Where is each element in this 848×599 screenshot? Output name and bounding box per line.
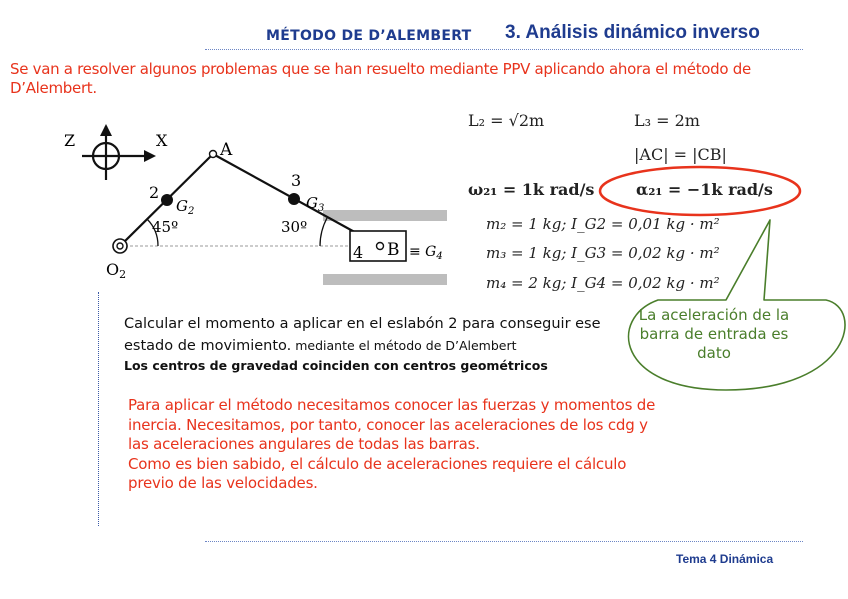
method-line: inercia. Necesitamos, por tanto, conocer las aceleraciones de los cdg y bbox=[128, 415, 648, 434]
method-line: Como es bien sabido, el cálculo de aceleraciones requiere el cálculo bbox=[128, 454, 627, 473]
footer-divider bbox=[205, 541, 803, 542]
callout-bubble bbox=[629, 220, 845, 390]
eq-alpha: α₂₁ = −1k rad/s bbox=[636, 180, 773, 199]
callout-text: La aceleración de la barra de entrada es dato bbox=[638, 306, 790, 362]
label-a: A bbox=[220, 140, 233, 160]
label-g3: $G_3$ bbox=[306, 194, 325, 214]
task-line-3: Los centros de gravedad coinciden con centros geométricos bbox=[124, 358, 548, 373]
axis-x-label: X bbox=[156, 131, 168, 150]
eq-mass-4: m₄ = 2 kg; I_G4 = 0,02 kg · m² bbox=[486, 274, 720, 292]
label-g2: $G_2$ bbox=[176, 197, 195, 217]
method-explanation bbox=[128, 396, 768, 494]
label-link-2: 2 bbox=[149, 183, 160, 202]
guide-bottom bbox=[323, 274, 447, 285]
task-line-2-note: mediante el método de D’Alembert bbox=[291, 338, 517, 353]
header-divider bbox=[205, 49, 803, 50]
mass-center-g2 bbox=[161, 194, 173, 206]
label-b: B bbox=[387, 240, 400, 260]
highlight-ellipse bbox=[600, 167, 800, 215]
angle-30-label: 30º bbox=[281, 218, 308, 236]
label-g4-equivalence: ≡ $G_4$ bbox=[409, 244, 443, 262]
angle-arc-30 bbox=[320, 218, 327, 246]
intro-text: Se van a resolver algunos problemas que se han resuelto mediante PPV aplicando ahora el método de D’Alembert. bbox=[10, 60, 751, 97]
guide-top bbox=[323, 210, 447, 221]
pivot-o2-inner bbox=[117, 243, 123, 249]
label-link-3: 3 bbox=[291, 171, 302, 190]
eq-l2: L₂ = √2m bbox=[468, 111, 545, 130]
eq-omega: ω₂₁ = 1k rad/s bbox=[468, 180, 595, 199]
method-line: previo de las velocidades. bbox=[128, 474, 318, 492]
page-title: 3. Análisis dinámico inverso bbox=[505, 22, 760, 43]
method-line: las aceleraciones angulares de todas las barras. bbox=[128, 435, 480, 453]
angle-45-label: 45º bbox=[152, 218, 179, 236]
eq-mass-2: m₂ = 1 kg; I_G2 = 0,01 kg · m² bbox=[486, 215, 720, 233]
task-statement bbox=[124, 314, 644, 375]
footer-label: Tema 4 Dinámica bbox=[676, 552, 774, 566]
label-block-4: 4 bbox=[353, 243, 364, 262]
method-line: Para aplicar el método necesitamos conocer las fuerzas y momentos de bbox=[128, 396, 656, 414]
task-line-1: Calcular el momento a aplicar en el eslabón 2 para conseguir ese bbox=[124, 316, 601, 332]
mechanism-diagram bbox=[50, 118, 470, 293]
section-title: MÉTODO DE D’ALEMBERT bbox=[266, 28, 472, 44]
label-o2: O2 bbox=[106, 260, 127, 281]
joint-a bbox=[210, 151, 217, 158]
eq-l3: L₃ = 2m bbox=[634, 111, 700, 130]
task-line-2-main: estado de movimiento. bbox=[124, 338, 292, 354]
mass-center-g3 bbox=[288, 193, 300, 205]
eq-ac-cb: |AC| = |CB| bbox=[634, 145, 727, 164]
axis-z-label: Z bbox=[64, 131, 76, 150]
joint-b bbox=[377, 243, 384, 250]
axis-symbol-icon bbox=[82, 124, 156, 180]
left-margin-line bbox=[98, 292, 99, 526]
eq-mass-3: m₃ = 1 kg; I_G3 = 0,02 kg · m² bbox=[486, 244, 720, 262]
task-line-2 bbox=[124, 335, 644, 357]
